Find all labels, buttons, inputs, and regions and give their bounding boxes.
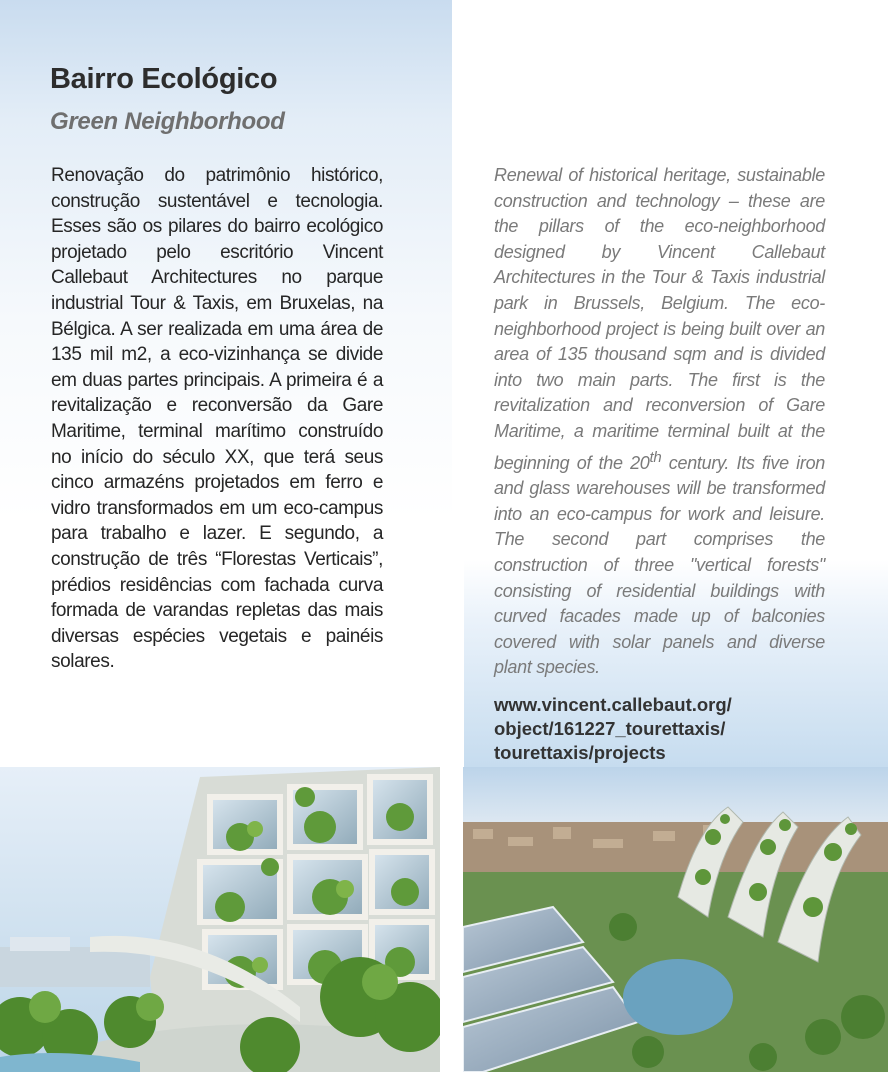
url-line-2: object/161227_tourettaxis/ [494, 718, 726, 739]
english-text-part-2: century. Its five iron and glass warehouses will be transformed into an eco-campus for work and leisure. The second part comprises the construction of three "vertical forests" consisting of residential buildings with curved facades made up of balconies covered with solar panels and diverse plant species. [494, 452, 825, 678]
english-body-text [494, 163, 825, 681]
url-line-1: www.vincent.callebaut.org/ [494, 694, 732, 715]
vertical-forest-rendering-illustration [0, 767, 440, 1072]
page-subtitle: Green Neighborhood [50, 108, 285, 135]
aerial-city-rendering-illustration [463, 767, 888, 1072]
english-text-part-1: Renewal of historical heritage, sustainable construction and technology – these are the pillars of the eco-neighborhood designed by Vincent Callebaut Architectures in the Tour & Taxis industrial park in Brussels, Belgium. The eco-neighborhood project is being built over an area of 135 thousand sqm and is divided into two main parts. The first is the revitalization and reconversion of Gare Maritime, a maritime terminal built at the beginning of the 20 [494, 165, 825, 473]
project-url-link[interactable] [494, 693, 854, 765]
url-line-3: tourettaxis/projects [494, 742, 666, 763]
page-title: Bairro Ecológico [50, 63, 278, 95]
aerial-city-rendering-image [463, 767, 888, 1072]
portuguese-body-text: Renovação do patrimônio histórico, construção sustentável e tecnologia. Esses são os pilares do bairro ecológico projetado pelo escritório Vincent Callebaut Architectures no parque industrial Tour & Taxis, em Bruxelas, na Bélgica. A ser realizada em uma área de 135 mil m2, a eco-vizinhança se divide em duas partes principais. A primeira é a revitalização e reconversão da Gare Maritime, terminal marítimo construído no início do século XX, que terá seus cinco armazéns projetados em ferro e vidro transformados em um eco-campus para trabalho e lazer. E segundo, a construção de três “Florestas Verticais”, prédios residências com fachada curva formada de varandas repletas das mais diversas espécies vegetais e painéis solares. [51, 165, 383, 673]
vertical-forest-rendering-image [0, 767, 440, 1072]
superscript-th: th [649, 448, 662, 466]
